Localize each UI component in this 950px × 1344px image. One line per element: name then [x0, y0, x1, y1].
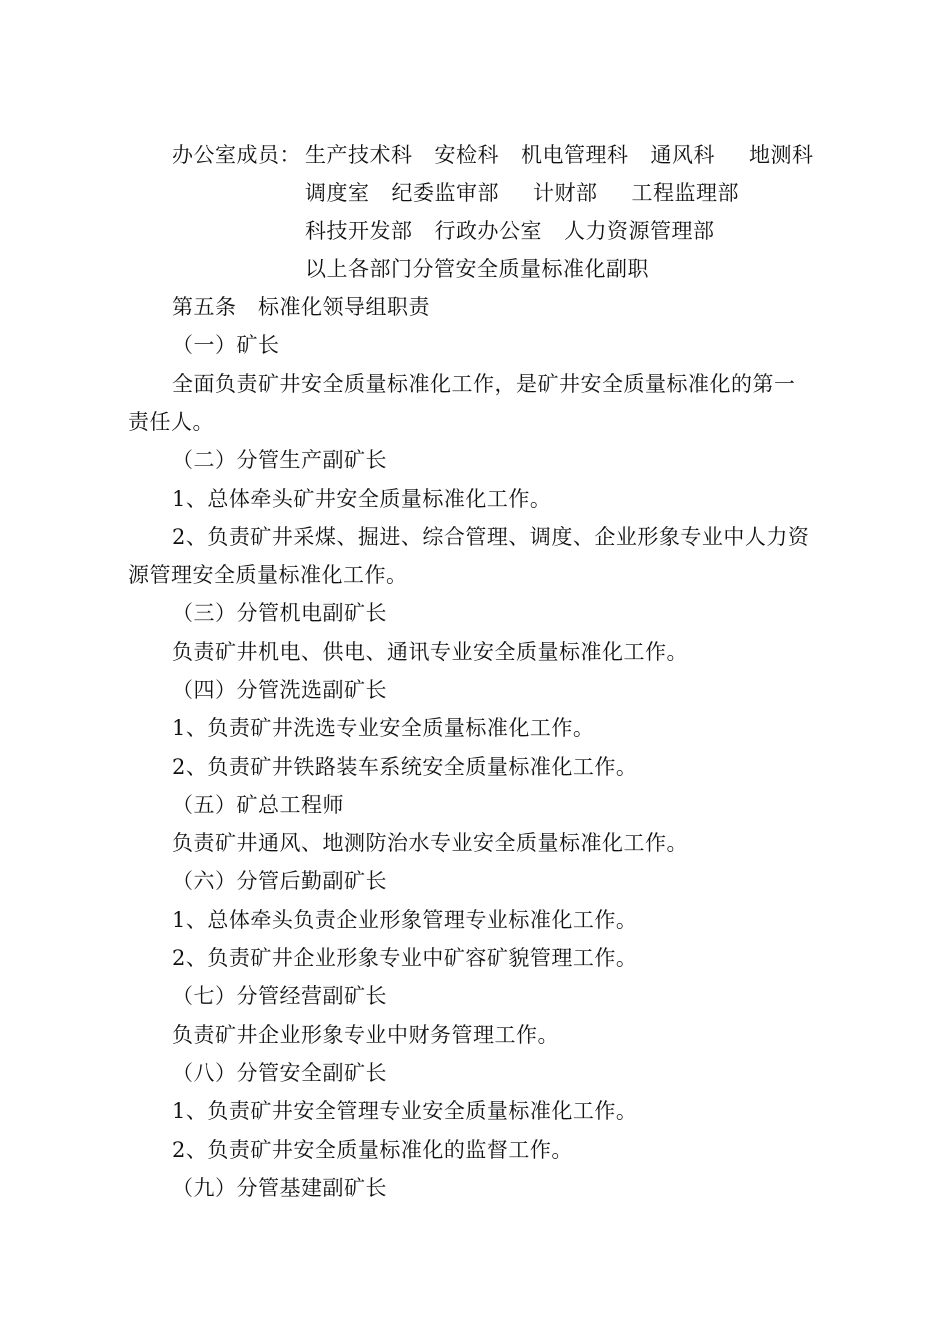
office-members-row-4: 以上各部门分管安全质量标准化副职 — [305, 257, 649, 281]
office-members-label: 办公室成员： — [172, 143, 301, 167]
section-4-item-2: 2、负责矿井铁路装车系统安全质量标准化工作。 — [172, 755, 638, 779]
dept-ventilation: 通风科 — [650, 143, 715, 167]
section-5-title: （五）矿总工程师 — [172, 793, 344, 817]
dept-dispatch: 调度室 — [305, 181, 370, 205]
section-2-title: （二）分管生产副矿长 — [172, 448, 387, 472]
section-8-title: （八）分管安全副矿长 — [172, 1061, 387, 1085]
section-7-paragraph: 负责矿井企业形象专业中财务管理工作。 — [172, 1023, 559, 1047]
dept-human-resources: 人力资源管理部 — [564, 219, 715, 243]
section-8-item-1: 1、负责矿井安全管理专业安全质量标准化工作。 — [172, 1099, 638, 1123]
dept-finance: 计财部 — [533, 181, 598, 205]
section-2-item-1: 1、总体牵头矿井安全质量标准化工作。 — [172, 487, 552, 511]
section-3-paragraph: 负责矿井机电、供电、通讯专业安全质量标准化工作。 — [172, 640, 688, 664]
dept-engineering-supervision: 工程监理部 — [631, 181, 739, 205]
section-9-title: （九）分管基建副矿长 — [172, 1176, 387, 1200]
section-6-item-2: 2、负责矿井企业形象专业中矿容矿貌管理工作。 — [172, 946, 638, 970]
dept-discipline-audit: 纪委监审部 — [391, 181, 499, 205]
dept-safety-inspection: 安检科 — [434, 143, 499, 167]
article-heading: 第五条 标准化领导组职责 — [172, 295, 430, 319]
section-5-paragraph: 负责矿井通风、地测防治水专业安全质量标准化工作。 — [172, 831, 688, 855]
section-6-title: （六）分管后勤副矿长 — [172, 869, 387, 893]
dept-electromechanical: 机电管理科 — [521, 143, 629, 167]
section-6-item-1: 1、总体牵头负责企业形象管理专业标准化工作。 — [172, 908, 638, 932]
office-members-row-3 — [305, 217, 715, 245]
section-3-title: （三）分管机电副矿长 — [172, 601, 387, 625]
dept-admin-office: 行政办公室 — [434, 219, 542, 243]
section-7-title: （七）分管经营副矿长 — [172, 984, 387, 1008]
section-4-item-1: 1、负责矿井洗选专业安全质量标准化工作。 — [172, 716, 595, 740]
section-1-paragraph-line-1: 全面负责矿井安全质量标准化工作，是矿井安全质量标准化的第一 — [172, 372, 796, 396]
section-1-paragraph-line-2: 责任人。 — [128, 410, 214, 434]
dept-tech-development: 科技开发部 — [305, 219, 413, 243]
dept-production-tech: 生产技术科 — [305, 143, 413, 167]
section-4-title: （四）分管洗选副矿长 — [172, 678, 387, 702]
section-1-title: （一）矿长 — [172, 333, 280, 357]
section-2-item-2-line-2: 源管理安全质量标准化工作。 — [128, 563, 408, 587]
office-members-row-2 — [305, 179, 739, 207]
office-members-row-1 — [305, 141, 814, 169]
dept-survey: 地测科 — [749, 143, 814, 167]
section-2-item-2-line-1: 2、负责矿井采煤、掘进、综合管理、调度、企业形象专业中人力资 — [172, 525, 810, 549]
section-8-item-2: 2、负责矿井安全质量标准化的监督工作。 — [172, 1138, 573, 1162]
